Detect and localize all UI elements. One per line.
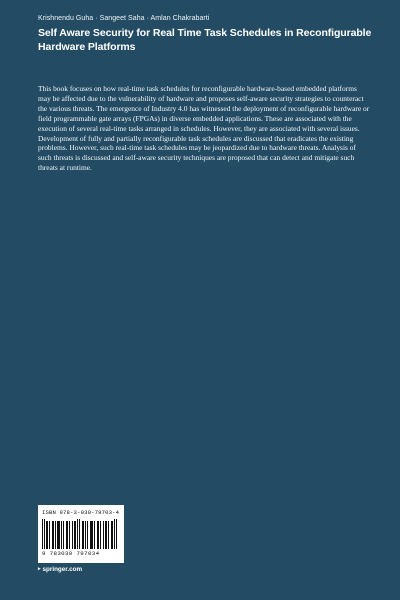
book-title: Self Aware Security for Real Time Task Schedules in Reconfigurable Hardware Platforms — [38, 27, 372, 53]
barcode-bars — [42, 519, 120, 549]
barcode-box — [38, 505, 124, 563]
isbn-text: ISBN 978-3-030-79703-4 — [42, 509, 120, 516]
publisher-line[interactable] — [38, 566, 82, 573]
bullet-icon: ▸ — [38, 566, 41, 572]
authors-line: Krishnendu Guha · Sangeet Saha · Amlan Chakrabarti — [38, 15, 210, 22]
book-description: This book focuses on how real-time task schedules for reconfigurable hardware-based embedded platforms may be affected due to the vulnerability of hardware and proposes self-aware security strategies to counteract the various threats. The emergence of Industry 4.0 has witnessed the deployment of reconfigurable hardware or field programmable gate arrays (FPGAs) in diverse embedded applications. These are associated with the execution of several real-time tasks arranged in schedules. However, they are associated with several issues. Development of fully and partially reconfigurable task schedules are discussed that eradicates the existing problems. However, such real-time task schedules may be jeopardized due to hardware threats. Analysis of such threats is discussed and self-aware security techniques are proposed that can detect and mitigate such threats at runtime. — [38, 84, 370, 173]
barcode-digits: 9 783030 797034 — [42, 550, 100, 557]
publisher-url[interactable]: springer.com — [42, 566, 83, 573]
